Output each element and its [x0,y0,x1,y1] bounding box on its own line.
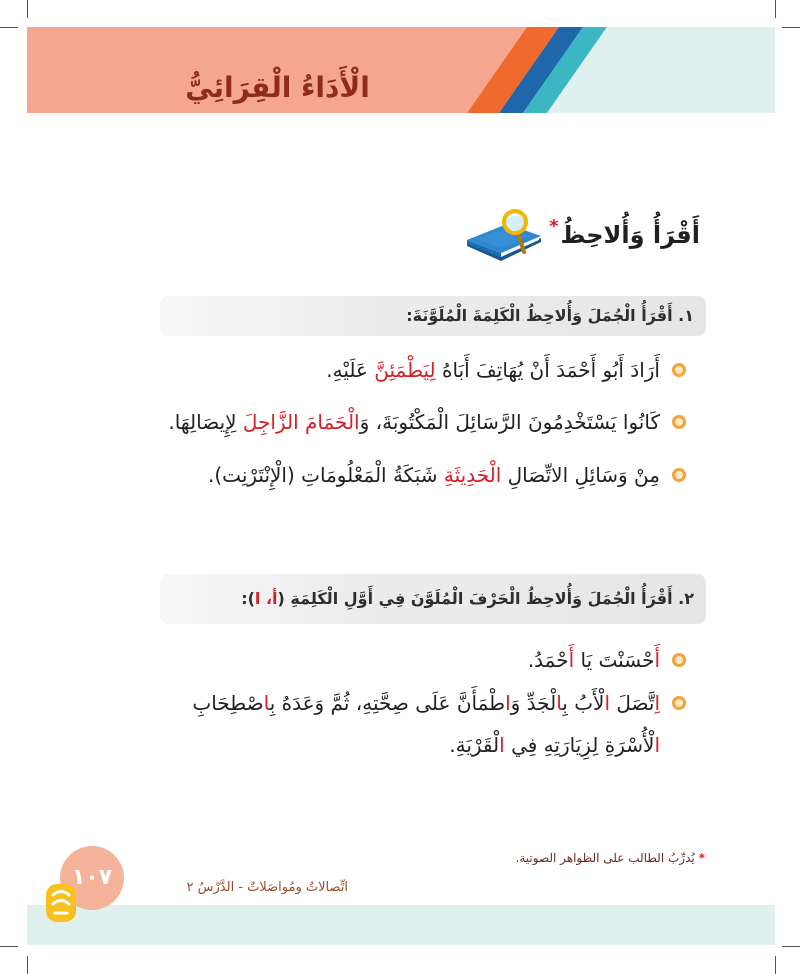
text-segment: عَلَيْهِ. [326,358,375,382]
text-segment: أَرَادَ أَبُو أَحْمَدَ أَنْ يُهَاتِفَ أَبَاهُ [435,358,660,382]
text-segment: حْمَدُ. [527,648,569,672]
section-heading-text: أَقْرَأُ وَأُلاحِظُ [560,221,700,249]
text-segment: كَانُوا يَسْتَخْدِمُونَ الرَّسَائِلَ الْمَكْتُوبَةَ، وَ [359,410,660,434]
highlighted-word: الْحَدِيثَةِ [443,463,502,487]
publisher-logo-icon [44,878,78,926]
sentence-text [192,682,660,766]
highlighted-letter: أَ [654,648,660,672]
highlighted-letter: ا [556,691,563,715]
text-segment: لْجَدِّ وَ [510,691,557,715]
lesson-label: اتِّصالاتٌ ومُواصَلاتٌ - الدَّرْسُ ٢ [186,880,348,895]
exercise-instruction [160,296,706,336]
circle-bullet-icon [672,363,686,377]
highlighted-letter: اِ [654,691,660,715]
crop-mark [775,956,776,974]
page-number: ١٠٧ [60,846,124,910]
exercise-instruction [160,574,706,624]
highlighted-letter: ا [604,691,611,715]
section-heading [465,208,700,262]
text-segment: شَبَكَةُ الْمَعْلُومَاتِ (الْإِنْتَرْنِت). [208,463,444,487]
book-magnifier-icon [465,208,543,262]
text-segment: لِإِيصَالِهَا. [168,410,243,434]
crop-mark [0,27,18,28]
sentence-text [528,643,660,677]
sentence-text [208,458,660,492]
footnote-marker: * [698,851,705,865]
circle-bullet-icon [672,415,686,429]
footnote [516,848,705,868]
text-segment: لْقَرْيَةِ. [449,733,500,757]
circle-bullet-icon [672,696,686,710]
circle-bullet-icon [672,653,686,667]
sentence-item [168,405,686,439]
text-segment: صْطِحَابِ [192,691,264,715]
crop-mark [27,0,28,18]
footer-band [27,905,775,945]
text-segment: ١. أَقْرَأُ الْجُمَلَ وَأُلاحِظُ الْكَلِمَةَ الْمُلَوَّنَةَ: [406,306,694,325]
text-segment: ): [241,589,255,608]
crop-mark [27,956,28,974]
text-segment: مِنْ وَسَائِلِ الاتِّصَالِ [501,463,660,487]
footnote-text: يُدرِّبُ الطالب على الظواهر الصوتية. [515,851,695,865]
sentence-item [192,682,686,766]
crop-mark [775,0,776,18]
sentence-item [208,458,686,492]
text-segment: تَّصَلَ [610,691,655,715]
sentence-item [528,643,686,677]
crop-mark [0,946,18,947]
highlighted-letter: ا [499,733,505,757]
highlighted-letter: ا [505,691,511,715]
page-title: الْأَدَاءُ الْقِرَائِيُّ [185,71,370,104]
highlighted-letters: أ، ا [254,589,278,608]
text-segment: لْأَبُ بِ [562,691,605,715]
highlighted-letter: ا [654,733,660,757]
sentence-text [168,405,660,439]
highlighted-letter: ا [263,691,270,715]
text-segment: طْمَأَنَّ عَلَى صِحَّتِهِ، ثُمَّ وَعَدَهُ بِ [269,691,506,715]
text-segment: حْسَنْتَ يَا [574,648,655,672]
circle-bullet-icon [672,468,686,482]
highlighted-letter: أَ [568,648,575,672]
text-segment: ٢. أَقْرَأُ الْجُمَلَ وَأُلاحِظُ الْحَرْفَ الْمُلَوَّنَ فِي أَوَّلِ الْكَلِمَةِ ( [277,589,694,608]
crop-mark [782,946,800,947]
highlighted-word: الْحَمَامَ الزَّاجِلَ [242,410,360,434]
footnote-marker: * [549,216,559,237]
text-segment: لْأُسْرَةِ لِزِيَارَتِهِ فِي [504,733,655,757]
sentence-text [326,353,660,387]
highlighted-word: لِيَطْمَئِنَّ [374,358,436,382]
sentence-item [326,353,686,387]
crop-mark [782,27,800,28]
